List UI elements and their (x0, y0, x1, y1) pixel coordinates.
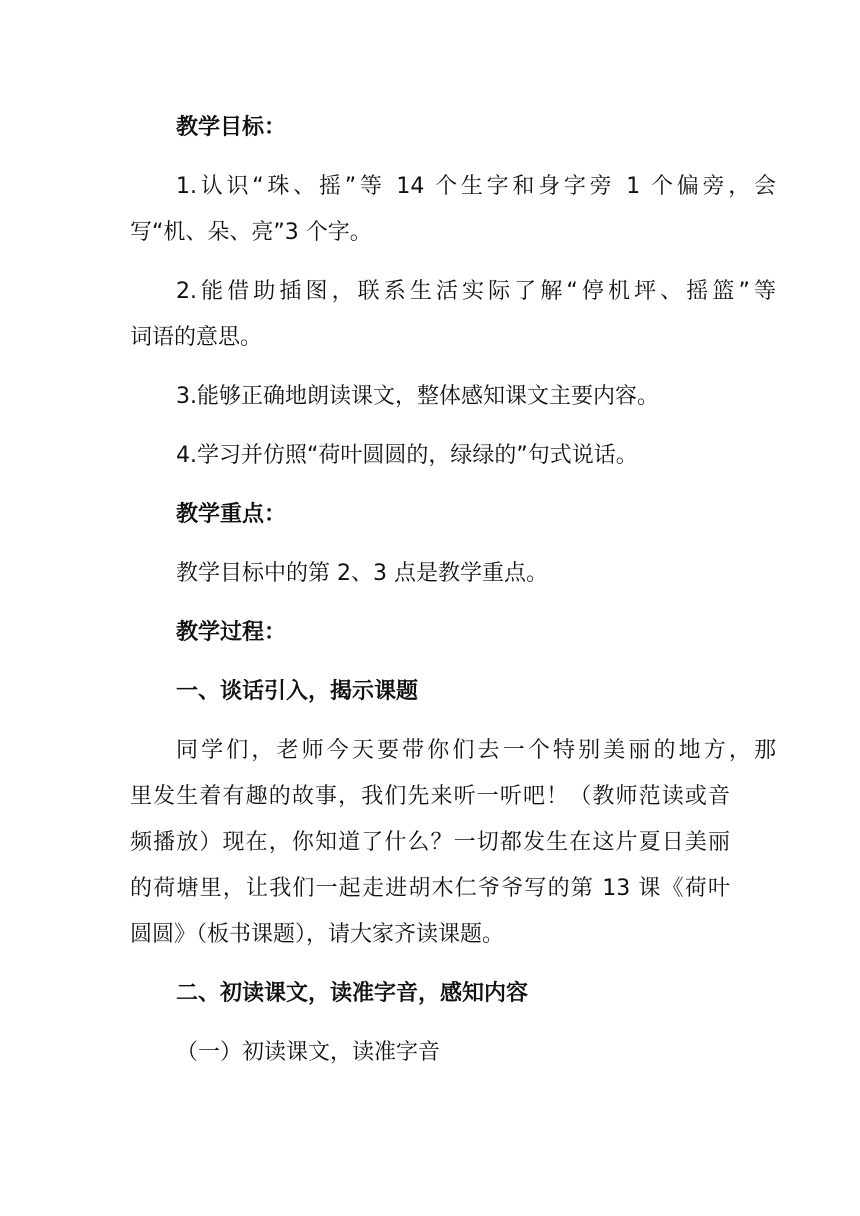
heading-process: 教学过程： (176, 620, 287, 645)
objective-3: 3.能够正确地朗读课文，整体感知课文主要内容。 (176, 384, 659, 409)
objective-2-line1: 2.能借助插图，联系生活实际了解“停机坪、摇篮”等 (176, 279, 776, 304)
section-2-title: 二、初读课文，读准字音，感知内容 (176, 981, 529, 1006)
key-points-text: 教学目标中的第 2、3 点是教学重点。 (176, 561, 548, 586)
section-1-title: 一、谈话引入，揭示课题 (176, 679, 419, 704)
objective-1-line1: 1.认识“珠、摇”等 14 个生字和身字旁 1 个偏旁，会 (176, 174, 776, 199)
document-page (130, 0, 776, 1216)
subsection-1-title: （一）初读课文，读准字音 (176, 1040, 441, 1065)
objective-2-line2: 词语的意思。 (130, 325, 263, 350)
heading-key-points: 教学重点： (176, 502, 287, 527)
objective-4: 4.学习并仿照“荷叶圆圆的，绿绿的”句式说话。 (176, 443, 638, 468)
section-1-para-line5: 圆圆》（板书课题），请大家齐读课题。 (130, 922, 505, 947)
section-1-para-line1: 同学们，老师今天要带你们去一个特别美丽的地方，那 (176, 738, 776, 763)
section-1-para-line4: 的荷塘里，让我们一起走进胡木仁爷爷写的第 13 课《荷叶 (130, 876, 730, 901)
objective-1-line2: 写“机、朵、亮”3 个字。 (130, 220, 372, 245)
section-1-para-line2: 里发生着有趣的故事，我们先来听一听吧！（教师范读或音 (130, 784, 730, 809)
section-1-para-line3: 频播放）现在，你知道了什么？一切都发生在这片夏日美丽 (130, 830, 730, 855)
heading-objectives: 教学目标： (176, 115, 287, 140)
